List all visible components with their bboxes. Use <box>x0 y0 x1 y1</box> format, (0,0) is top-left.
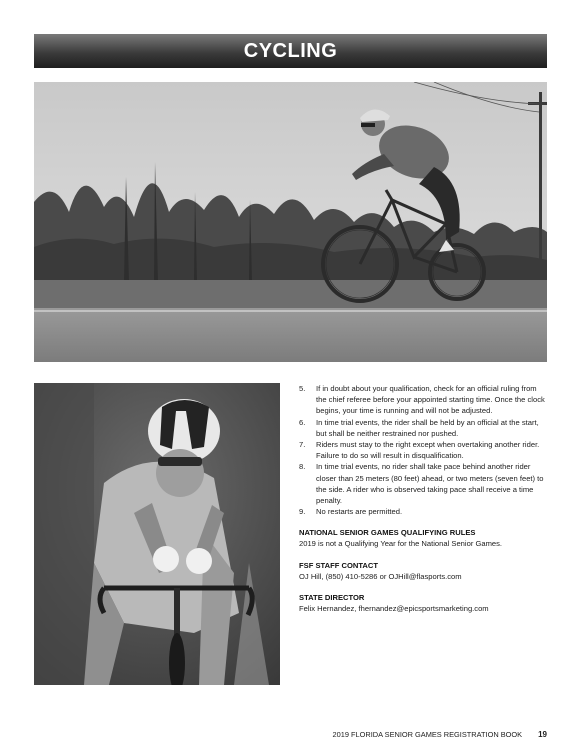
staff-contact-body: OJ Hill, (850) 410-5286 or OJHill@flasports.com <box>299 571 462 581</box>
rule-item <box>299 383 549 417</box>
rule-item <box>299 439 549 461</box>
rule-text: If in doubt about your qualification, check for an official ruling from the chief referee before your appointed starting time. Once the clock begins, your time is running and will not be adjusted. <box>316 384 545 416</box>
rule-item <box>299 417 549 439</box>
rule-item <box>299 461 549 506</box>
time-trial-cyclist-photo <box>34 383 280 685</box>
cyclist-road-photo <box>34 82 547 362</box>
rule-text: In time trial events, no rider shall take pace behind another rider closer than 25 meters (80 feet) ahead, or two meters (seven feet) to the side. A rider who is observed taking pace shall receive a time penalty. <box>316 462 544 506</box>
rules-text-column <box>299 383 549 614</box>
qualifying-heading: NATIONAL SENIOR GAMES QUALIFYING RULES <box>299 528 476 538</box>
rule-number: 7. <box>299 440 306 450</box>
rule-item <box>299 506 549 517</box>
state-director-section <box>299 592 549 614</box>
rule-text: In time trial events, the rider shall be held by an official at the start, but shall be neither restrained nor pushed. <box>316 417 539 438</box>
rule-text: No restarts are permitted. <box>316 507 403 517</box>
rule-number: 8. <box>299 462 306 472</box>
state-director-body: Felix Hernandez, fhernandez@epicsportsmarketing.com <box>299 603 489 613</box>
footer-book-title: 2019 FLORIDA SENIOR GAMES REGISTRATION BOOK <box>332 730 523 739</box>
staff-contact-section <box>299 560 549 582</box>
state-director-heading: STATE DIRECTOR <box>299 592 365 602</box>
page-title: CYCLING <box>243 39 338 62</box>
rule-number: 6. <box>299 417 306 427</box>
staff-contact-heading: FSF STAFF CONTACT <box>299 560 379 570</box>
rule-text: Riders must stay to the right except when overtaking another rider. Failure to do so will result in disqualification. <box>316 440 540 461</box>
rule-number: 9. <box>299 507 306 517</box>
rules-list <box>299 383 549 517</box>
page-number: 19 <box>538 730 547 739</box>
qualifying-rules-section <box>299 527 549 549</box>
page-footer <box>332 730 547 739</box>
rule-number: 5. <box>299 384 306 393</box>
title-banner <box>34 34 547 68</box>
qualifying-body: 2019 is not a Qualifying Year for the National Senior Games. <box>299 539 503 549</box>
